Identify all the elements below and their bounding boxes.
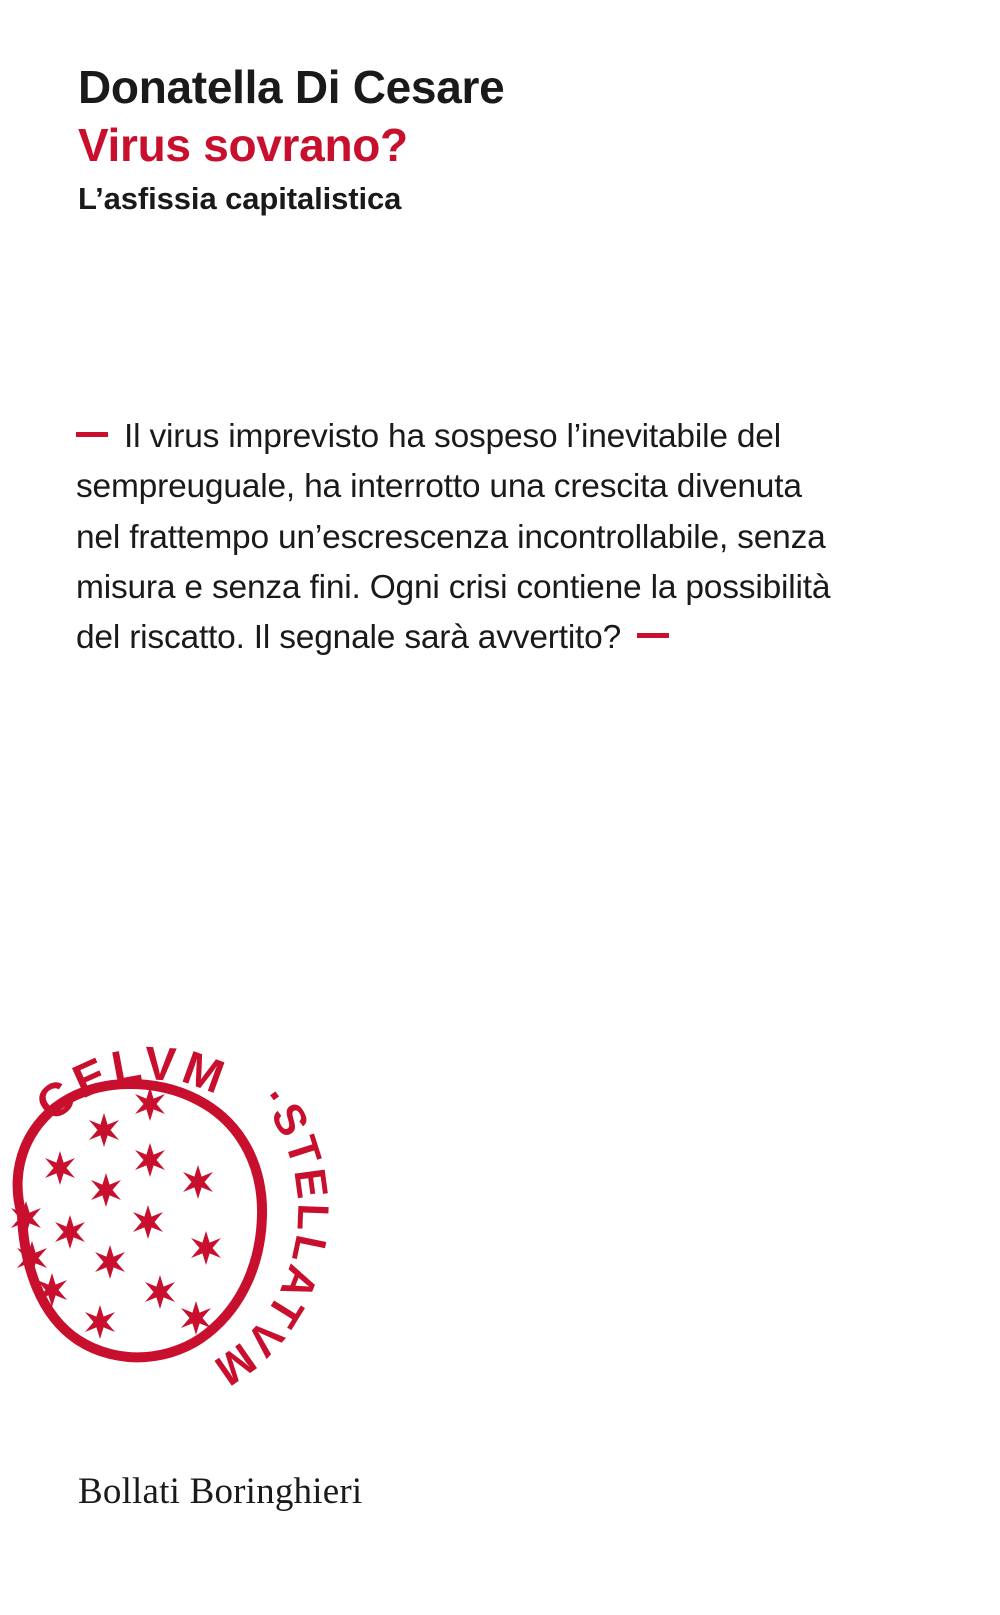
svg-text:CELVM: CELVM [25,1036,235,1131]
book-title: Virus sovrano? [78,118,408,171]
book-subtitle: L’asfissia capitalistica [78,181,402,217]
em-dash-opening-icon [76,432,108,437]
celum-stellatum-logo-icon [0,1000,340,1390]
publisher-name: Bollati Boringhieri [78,1471,363,1512]
author-name: Donatella Di Cesare [78,61,505,113]
blurb-text: Il virus imprevisto ha sospeso l’inevitabile del sempreuguale, ha interrotto una crescita divenuta nel frattempo un’escrescenza incontrollabile, senza misura e senza fini. Ogni crisi contiene la possibilità del riscatto. Il segnale sarà avvertito? [76,418,831,656]
svg-text:·STELLATVM: ·STELLATVM [203,1076,338,1390]
cover-header [78,62,918,217]
em-dash-closing-icon [637,633,669,638]
cover-blurb [76,412,836,663]
